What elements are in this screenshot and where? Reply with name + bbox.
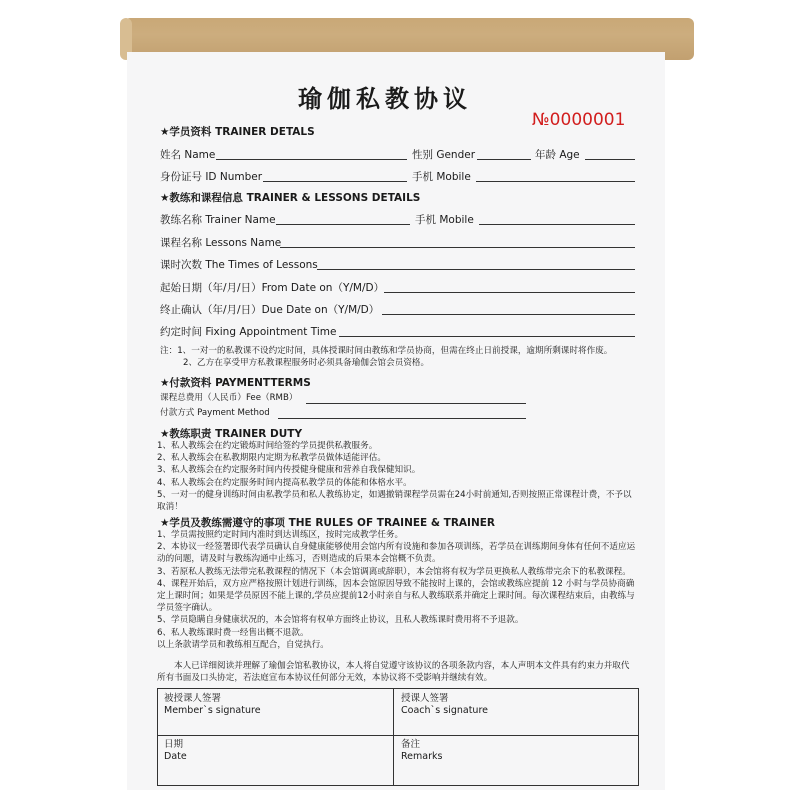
rules-list — [157, 529, 637, 651]
id-number-field[interactable] — [263, 181, 407, 182]
table-divider — [393, 689, 394, 785]
member-signature-label-en: Member`s signature — [164, 705, 261, 716]
date-label-en: Date — [164, 751, 187, 762]
appointment-time-field[interactable] — [339, 336, 635, 337]
lessons-section-heading: ★教练和课程信息 TRAINER & LESSONS DETAILS — [160, 192, 421, 204]
lesson-times-field[interactable] — [317, 269, 635, 270]
payment-section-heading: ★付款资料 PAYMENTTERMS — [160, 377, 311, 389]
note-2: 2、乙方在享受甲方私教课程服务时必须具备瑜伽会馆会员资格。 — [183, 358, 430, 368]
lessons-name-label: 课程名称 Lessons Name — [160, 237, 282, 249]
start-date-field[interactable] — [384, 292, 635, 293]
trainer-mobile-field[interactable] — [479, 224, 635, 225]
note-1: 注：1、一对一的私教课不设约定时间，具体授课时间由教练和学员协商，但需在终止日前授课，逾期所剩课时将作废。 — [160, 346, 613, 356]
lessons-name-field[interactable] — [280, 247, 635, 248]
payment-method-label: 付款方式 Payment Method — [160, 408, 270, 418]
list-item: 以上条款请学员和教练相互配合，自觉执行。 — [157, 639, 329, 650]
member-signature-cell[interactable] — [164, 693, 261, 717]
list-item: 1、学员需按照约定时间内准时到达训练区，按时完成教学任务。 — [157, 530, 404, 540]
lesson-times-label: 课时次数 The Times of Lessons — [160, 259, 318, 271]
fee-label: 课程总费用（人民币）Fee（RMB） — [160, 393, 298, 403]
age-label: 年龄 Age — [535, 149, 580, 161]
rules-section-heading: ★学员及教练需遵守的事项 THE RULES OF TRAINEE & TRAINER — [160, 517, 495, 529]
trainer-name-label: 教练名称 Trainer Name — [160, 214, 276, 226]
trainer-name-field[interactable] — [276, 224, 410, 225]
mobile-field[interactable] — [476, 181, 635, 182]
coach-signature-cell[interactable] — [401, 693, 488, 717]
agreement-statement: 本人已详细阅读并理解了瑜伽会馆私教协议，本人将自觉遵守该协议的各项条款内容，本人声明本文件具有约束力并取代所有书面及口头协定，若法庭宣布本协议任何部分无效，本协议将不受影响并继续有效。 — [157, 661, 630, 684]
list-item: 1、私人教练会在约定锻炼时间给签约学员提供私教服务。 — [157, 441, 378, 451]
form-title: 瑜伽私教协议 — [298, 84, 472, 113]
list-item: 5、一对一的健身训练时间由私教学员和私人教练协定，如遇撤销课程学员需在24小时前通知,否则按照正常课程计费，不予以取消！ — [157, 489, 632, 513]
list-item: 4、课程开始后，双方应严格按照计划进行训练，因本会馆原因导致不能按时上课的，会馆或教练应提前 12 小时与学员协商确定上课时间；如果是学员原因不能上课的,学员应提前12小时亲自与私人教练联系并确定上课时间。每次课程结束后，由教练与学员签字确认。 — [157, 578, 635, 614]
due-date-field[interactable] — [382, 314, 635, 315]
trainer-mobile-label: 手机 Mobile — [415, 214, 474, 226]
table-divider — [158, 735, 638, 736]
fee-field[interactable] — [306, 403, 526, 404]
duty-list — [157, 440, 637, 513]
appointment-time-label: 约定时间 Fixing Appointment Time — [160, 326, 337, 338]
list-item: 6、私人教练课时费一经售出概不退款。 — [157, 627, 309, 638]
duty-section-heading: ★教练职责 TRAINER DUTY — [160, 428, 303, 440]
list-item: 2、本协议一经签署即代表学员确认自身健康能够使用会馆内所有设施和参加各项训练，若学员在训练期间身体有任何不适应运动的问题，请及时与教练沟通中止练习，否则造成的后果本会馆概不负责。 — [157, 542, 636, 565]
date-label-cn: 日期 — [164, 739, 184, 750]
remarks-label-en: Remarks — [401, 751, 443, 762]
name-field[interactable] — [216, 159, 407, 160]
name-label: 姓名 Name — [160, 149, 216, 161]
remarks-label-cn: 备注 — [401, 739, 421, 750]
coach-signature-label-en: Coach`s signature — [401, 705, 488, 716]
list-item: 2、私人教练会在私教期限内定期为私教学员做体适能评估。 — [157, 453, 386, 464]
trainee-section-heading: ★学员资料 TRAINER DETALS — [160, 126, 315, 138]
mobile-label: 手机 Mobile — [412, 171, 471, 183]
signature-table — [157, 688, 639, 786]
gender-field[interactable] — [477, 159, 531, 160]
gender-label: 性别 Gender — [412, 149, 476, 161]
coach-signature-label-cn: 授课人签署 — [401, 693, 449, 704]
remarks-cell[interactable] — [401, 739, 442, 763]
id-number-label: 身份证号 ID Number — [160, 171, 263, 183]
member-signature-label-cn: 被授课人签署 — [164, 693, 222, 704]
list-item: 5、学员隐瞒自身健康状况的，本会馆将有权单方面终止协议，且私人教练课时费用将不予退款。 — [157, 615, 524, 626]
age-field[interactable] — [585, 159, 635, 160]
due-date-label: 终止确认（年/月/日）Due Date on（Y/M/D） — [160, 304, 380, 316]
list-item: 3、私人教练会在约定服务时间内传授健身健康和营养自我保健知识。 — [157, 465, 421, 476]
start-date-label: 起始日期（年/月/日）From Date on（Y/M/D） — [160, 282, 385, 294]
payment-method-field[interactable] — [278, 418, 526, 419]
list-item: 3、若原私人教练无法带完私教课程的情况下（本会馆调离或辞职），本会馆将有权为学员更换私人教练带完余下的私教课程。 — [157, 566, 631, 577]
list-item: 4、私人教练会在约定服务时间内提高私教学员的体能和体格水平。 — [157, 477, 412, 488]
date-cell[interactable] — [164, 739, 187, 763]
serial-number: №0000001 — [532, 110, 626, 130]
